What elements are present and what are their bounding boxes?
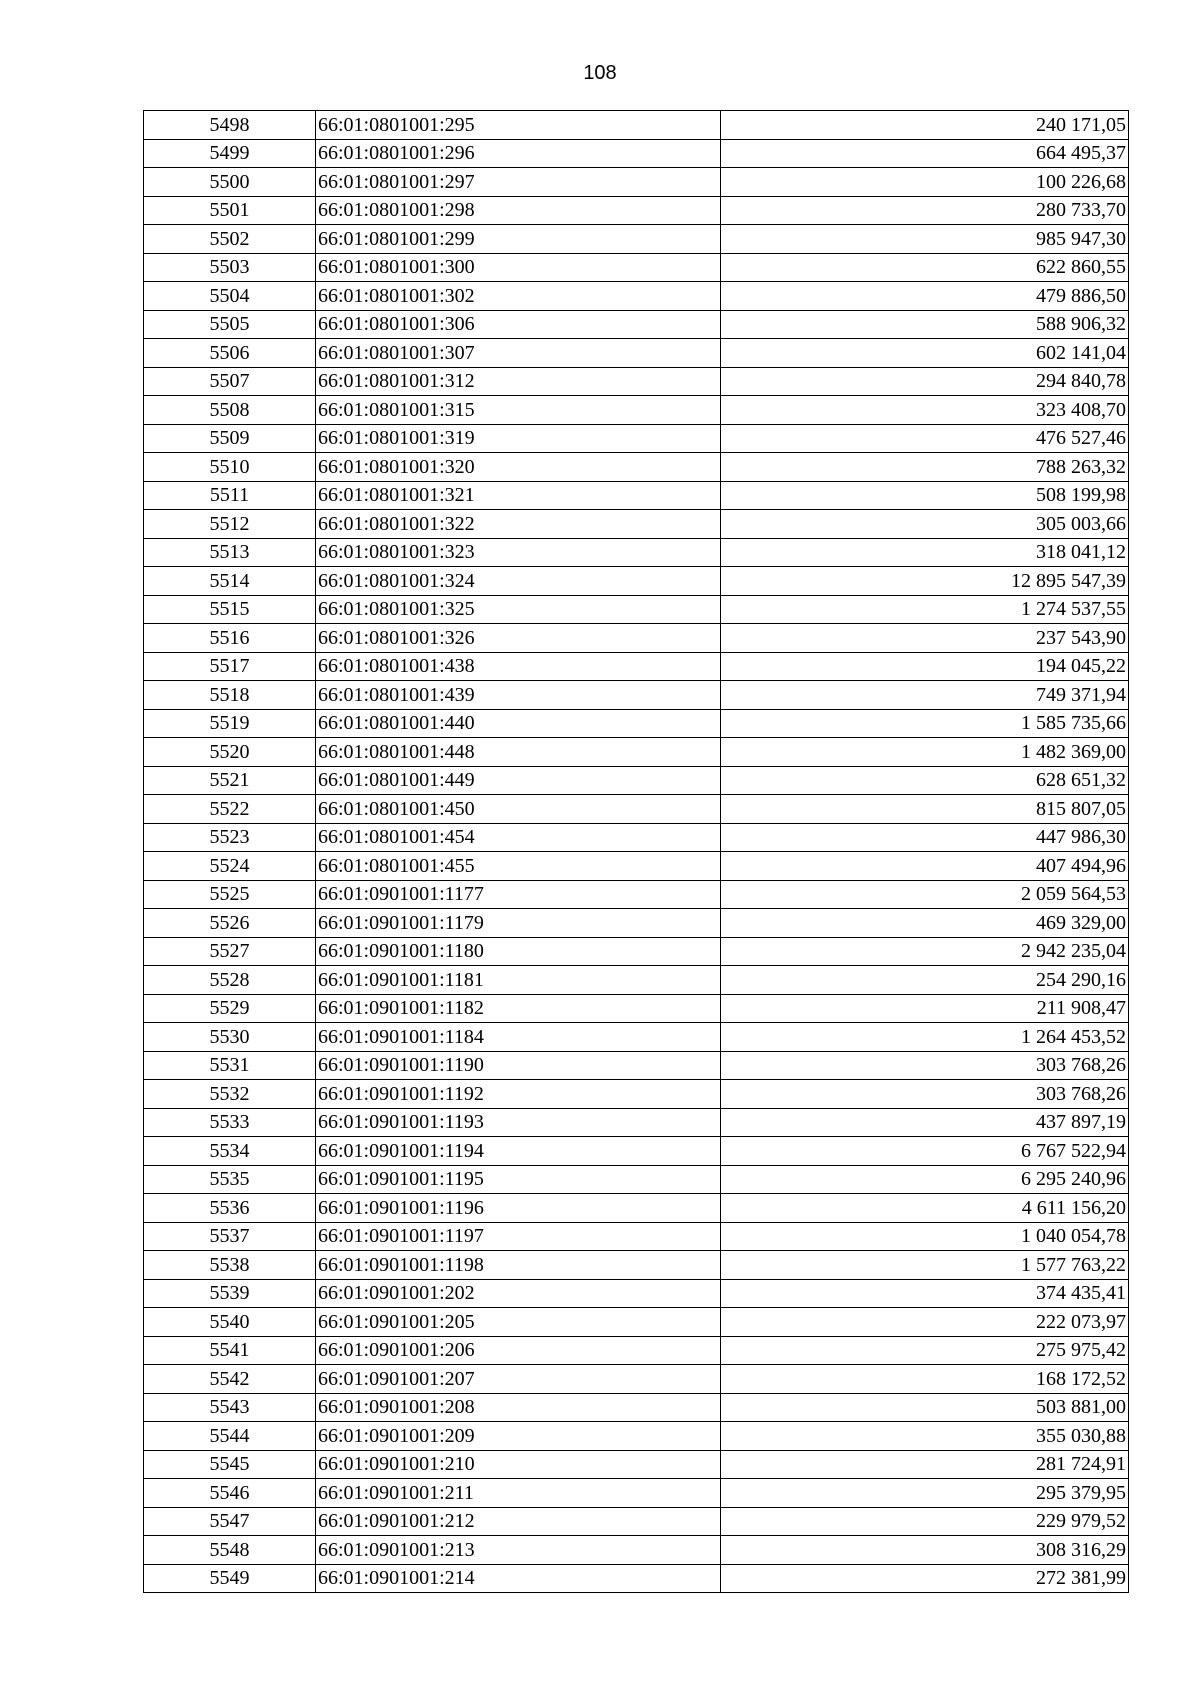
row-number-cell: 5533 bbox=[144, 1108, 316, 1137]
cadastral-number-cell: 66:01:0901001:202 bbox=[316, 1279, 721, 1308]
row-number-cell: 5502 bbox=[144, 225, 316, 254]
table-row bbox=[144, 1336, 1129, 1365]
table-row bbox=[144, 1422, 1129, 1451]
row-number-cell: 5498 bbox=[144, 111, 316, 140]
row-number-cell: 5503 bbox=[144, 253, 316, 282]
value-cell: 308 316,29 bbox=[721, 1536, 1129, 1565]
cadastral-number-cell: 66:01:0801001:312 bbox=[316, 367, 721, 396]
table-row bbox=[144, 282, 1129, 311]
cadastral-number-cell: 66:01:0901001:210 bbox=[316, 1450, 721, 1479]
table-row bbox=[144, 1137, 1129, 1166]
table-row bbox=[144, 880, 1129, 909]
table-row bbox=[144, 310, 1129, 339]
row-number-cell: 5541 bbox=[144, 1336, 316, 1365]
table-row bbox=[144, 1393, 1129, 1422]
table-row bbox=[144, 1222, 1129, 1251]
row-number-cell: 5520 bbox=[144, 738, 316, 767]
row-number-cell: 5514 bbox=[144, 567, 316, 596]
cadastral-number-cell: 66:01:0801001:315 bbox=[316, 396, 721, 425]
table-row bbox=[144, 1194, 1129, 1223]
cadastral-number-cell: 66:01:0801001:439 bbox=[316, 681, 721, 710]
cadastral-number-cell: 66:01:0801001:455 bbox=[316, 852, 721, 881]
cadastral-number-cell: 66:01:0901001:1194 bbox=[316, 1137, 721, 1166]
cadastral-number-cell: 66:01:0901001:1180 bbox=[316, 937, 721, 966]
cadastral-number-cell: 66:01:0901001:1181 bbox=[316, 966, 721, 995]
row-number-cell: 5545 bbox=[144, 1450, 316, 1479]
value-cell: 281 724,91 bbox=[721, 1450, 1129, 1479]
row-number-cell: 5521 bbox=[144, 766, 316, 795]
value-cell: 602 141,04 bbox=[721, 339, 1129, 368]
row-number-cell: 5536 bbox=[144, 1194, 316, 1223]
row-number-cell: 5537 bbox=[144, 1222, 316, 1251]
row-number-cell: 5507 bbox=[144, 367, 316, 396]
cadastral-number-cell: 66:01:0801001:454 bbox=[316, 823, 721, 852]
row-number-cell: 5517 bbox=[144, 652, 316, 681]
table-row bbox=[144, 1479, 1129, 1508]
cadastral-number-cell: 66:01:0801001:300 bbox=[316, 253, 721, 282]
row-number-cell: 5540 bbox=[144, 1308, 316, 1337]
row-number-cell: 5511 bbox=[144, 481, 316, 510]
cadastral-number-cell: 66:01:0901001:214 bbox=[316, 1564, 721, 1593]
value-cell: 407 494,96 bbox=[721, 852, 1129, 881]
value-cell: 295 379,95 bbox=[721, 1479, 1129, 1508]
row-number-cell: 5529 bbox=[144, 994, 316, 1023]
table-row bbox=[144, 111, 1129, 140]
table-row bbox=[144, 1023, 1129, 1052]
row-number-cell: 5499 bbox=[144, 139, 316, 168]
value-cell: 4 611 156,20 bbox=[721, 1194, 1129, 1223]
row-number-cell: 5505 bbox=[144, 310, 316, 339]
value-cell: 318 041,12 bbox=[721, 538, 1129, 567]
value-cell: 194 045,22 bbox=[721, 652, 1129, 681]
row-number-cell: 5530 bbox=[144, 1023, 316, 1052]
value-cell: 275 975,42 bbox=[721, 1336, 1129, 1365]
table-row bbox=[144, 481, 1129, 510]
value-cell: 437 897,19 bbox=[721, 1108, 1129, 1137]
cadastral-number-cell: 66:01:0901001:1197 bbox=[316, 1222, 721, 1251]
value-cell: 788 263,32 bbox=[721, 453, 1129, 482]
row-number-cell: 5539 bbox=[144, 1279, 316, 1308]
row-number-cell: 5500 bbox=[144, 168, 316, 197]
row-number-cell: 5527 bbox=[144, 937, 316, 966]
row-number-cell: 5506 bbox=[144, 339, 316, 368]
row-number-cell: 5523 bbox=[144, 823, 316, 852]
row-number-cell: 5538 bbox=[144, 1251, 316, 1280]
table-body bbox=[144, 111, 1129, 1593]
value-cell: 222 073,97 bbox=[721, 1308, 1129, 1337]
value-cell: 479 886,50 bbox=[721, 282, 1129, 311]
cadastral-number-cell: 66:01:0901001:208 bbox=[316, 1393, 721, 1422]
table-row bbox=[144, 994, 1129, 1023]
table-row bbox=[144, 909, 1129, 938]
table-row bbox=[144, 738, 1129, 767]
row-number-cell: 5544 bbox=[144, 1422, 316, 1451]
cadastral-number-cell: 66:01:0801001:321 bbox=[316, 481, 721, 510]
cadastral-number-cell: 66:01:0801001:448 bbox=[316, 738, 721, 767]
row-number-cell: 5504 bbox=[144, 282, 316, 311]
value-cell: 2 059 564,53 bbox=[721, 880, 1129, 909]
value-cell: 272 381,99 bbox=[721, 1564, 1129, 1593]
row-number-cell: 5548 bbox=[144, 1536, 316, 1565]
row-number-cell: 5535 bbox=[144, 1165, 316, 1194]
table-row bbox=[144, 139, 1129, 168]
table-row bbox=[144, 1251, 1129, 1280]
table-row bbox=[144, 1279, 1129, 1308]
row-number-cell: 5524 bbox=[144, 852, 316, 881]
table-row bbox=[144, 1450, 1129, 1479]
value-cell: 323 408,70 bbox=[721, 396, 1129, 425]
cadastral-number-cell: 66:01:0901001:1198 bbox=[316, 1251, 721, 1280]
row-number-cell: 5522 bbox=[144, 795, 316, 824]
table-row bbox=[144, 852, 1129, 881]
cadastral-number-cell: 66:01:0801001:307 bbox=[316, 339, 721, 368]
row-number-cell: 5518 bbox=[144, 681, 316, 710]
cadastral-number-cell: 66:01:0901001:1190 bbox=[316, 1051, 721, 1080]
cadastral-number-cell: 66:01:0801001:449 bbox=[316, 766, 721, 795]
table-row bbox=[144, 1507, 1129, 1536]
value-cell: 1 264 453,52 bbox=[721, 1023, 1129, 1052]
table-row bbox=[144, 681, 1129, 710]
value-cell: 476 527,46 bbox=[721, 424, 1129, 453]
cadastral-number-cell: 66:01:0801001:440 bbox=[316, 709, 721, 738]
cadastral-number-cell: 66:01:0801001:302 bbox=[316, 282, 721, 311]
page-number: 108 bbox=[583, 62, 617, 84]
value-cell: 240 171,05 bbox=[721, 111, 1129, 140]
value-cell: 622 860,55 bbox=[721, 253, 1129, 282]
row-number-cell: 5525 bbox=[144, 880, 316, 909]
table-row bbox=[144, 1308, 1129, 1337]
row-number-cell: 5546 bbox=[144, 1479, 316, 1508]
row-number-cell: 5516 bbox=[144, 624, 316, 653]
value-cell: 1 274 537,55 bbox=[721, 595, 1129, 624]
value-cell: 303 768,26 bbox=[721, 1051, 1129, 1080]
row-number-cell: 5508 bbox=[144, 396, 316, 425]
row-number-cell: 5542 bbox=[144, 1365, 316, 1394]
table-row bbox=[144, 1536, 1129, 1565]
table-row bbox=[144, 396, 1129, 425]
row-number-cell: 5547 bbox=[144, 1507, 316, 1536]
row-number-cell: 5519 bbox=[144, 709, 316, 738]
value-cell: 503 881,00 bbox=[721, 1393, 1129, 1422]
table-row bbox=[144, 168, 1129, 197]
cadastral-number-cell: 66:01:0901001:207 bbox=[316, 1365, 721, 1394]
value-cell: 294 840,78 bbox=[721, 367, 1129, 396]
cadastral-number-cell: 66:01:0801001:296 bbox=[316, 139, 721, 168]
table-row bbox=[144, 253, 1129, 282]
row-number-cell: 5531 bbox=[144, 1051, 316, 1080]
table-row bbox=[144, 339, 1129, 368]
cadastral-number-cell: 66:01:0901001:1184 bbox=[316, 1023, 721, 1052]
table-row bbox=[144, 367, 1129, 396]
table-row bbox=[144, 595, 1129, 624]
row-number-cell: 5513 bbox=[144, 538, 316, 567]
row-number-cell: 5543 bbox=[144, 1393, 316, 1422]
row-number-cell: 5526 bbox=[144, 909, 316, 938]
value-cell: 374 435,41 bbox=[721, 1279, 1129, 1308]
table-row bbox=[144, 937, 1129, 966]
cadastral-number-cell: 66:01:0901001:1196 bbox=[316, 1194, 721, 1223]
value-cell: 280 733,70 bbox=[721, 196, 1129, 225]
cadastral-number-cell: 66:01:0801001:324 bbox=[316, 567, 721, 596]
table-row bbox=[144, 795, 1129, 824]
cadastral-number-cell: 66:01:0801001:299 bbox=[316, 225, 721, 254]
table-row bbox=[144, 1080, 1129, 1109]
table-row bbox=[144, 966, 1129, 995]
cadastral-number-cell: 66:01:0901001:1193 bbox=[316, 1108, 721, 1137]
table-row bbox=[144, 225, 1129, 254]
row-number-cell: 5528 bbox=[144, 966, 316, 995]
cadastral-number-cell: 66:01:0801001:297 bbox=[316, 168, 721, 197]
cadastral-number-cell: 66:01:0901001:206 bbox=[316, 1336, 721, 1365]
value-cell: 168 172,52 bbox=[721, 1365, 1129, 1394]
table-row bbox=[144, 652, 1129, 681]
row-number-cell: 5509 bbox=[144, 424, 316, 453]
table-row bbox=[144, 1051, 1129, 1080]
value-cell: 815 807,05 bbox=[721, 795, 1129, 824]
table-row bbox=[144, 1564, 1129, 1593]
value-cell: 985 947,30 bbox=[721, 225, 1129, 254]
cadastral-number-cell: 66:01:0901001:213 bbox=[316, 1536, 721, 1565]
value-cell: 1 585 735,66 bbox=[721, 709, 1129, 738]
cadastral-number-cell: 66:01:0801001:326 bbox=[316, 624, 721, 653]
table-row bbox=[144, 196, 1129, 225]
value-cell: 588 906,32 bbox=[721, 310, 1129, 339]
value-cell: 100 226,68 bbox=[721, 168, 1129, 197]
row-number-cell: 5512 bbox=[144, 510, 316, 539]
value-cell: 6 767 522,94 bbox=[721, 1137, 1129, 1166]
cadastral-number-cell: 66:01:0901001:211 bbox=[316, 1479, 721, 1508]
table-row bbox=[144, 766, 1129, 795]
value-cell: 2 942 235,04 bbox=[721, 937, 1129, 966]
cadastral-number-cell: 66:01:0801001:450 bbox=[316, 795, 721, 824]
table-row bbox=[144, 424, 1129, 453]
table-row bbox=[144, 567, 1129, 596]
value-cell: 12 895 547,39 bbox=[721, 567, 1129, 596]
cadastral-number-cell: 66:01:0901001:1179 bbox=[316, 909, 721, 938]
value-cell: 508 199,98 bbox=[721, 481, 1129, 510]
cadastral-number-cell: 66:01:0801001:323 bbox=[316, 538, 721, 567]
value-cell: 305 003,66 bbox=[721, 510, 1129, 539]
value-cell: 1 482 369,00 bbox=[721, 738, 1129, 767]
value-cell: 303 768,26 bbox=[721, 1080, 1129, 1109]
value-cell: 749 371,94 bbox=[721, 681, 1129, 710]
value-cell: 211 908,47 bbox=[721, 994, 1129, 1023]
cadastral-number-cell: 66:01:0901001:209 bbox=[316, 1422, 721, 1451]
cadastral-number-cell: 66:01:0801001:306 bbox=[316, 310, 721, 339]
value-cell: 355 030,88 bbox=[721, 1422, 1129, 1451]
cadastral-number-cell: 66:01:0801001:438 bbox=[316, 652, 721, 681]
table-row bbox=[144, 823, 1129, 852]
row-number-cell: 5501 bbox=[144, 196, 316, 225]
cadastral-number-cell: 66:01:0901001:212 bbox=[316, 1507, 721, 1536]
table-row bbox=[144, 1365, 1129, 1394]
cadastral-number-cell: 66:01:0901001:1182 bbox=[316, 994, 721, 1023]
value-cell: 1 577 763,22 bbox=[721, 1251, 1129, 1280]
cadastral-number-cell: 66:01:0901001:1192 bbox=[316, 1080, 721, 1109]
cadastral-number-cell: 66:01:0801001:295 bbox=[316, 111, 721, 140]
table-row bbox=[144, 538, 1129, 567]
cadastral-number-cell: 66:01:0901001:1195 bbox=[316, 1165, 721, 1194]
table-row bbox=[144, 453, 1129, 482]
cadastral-number-cell: 66:01:0801001:298 bbox=[316, 196, 721, 225]
value-cell: 628 651,32 bbox=[721, 766, 1129, 795]
table-row bbox=[144, 510, 1129, 539]
table-row bbox=[144, 624, 1129, 653]
value-cell: 447 986,30 bbox=[721, 823, 1129, 852]
row-number-cell: 5515 bbox=[144, 595, 316, 624]
cadastral-number-cell: 66:01:0801001:320 bbox=[316, 453, 721, 482]
value-cell: 664 495,37 bbox=[721, 139, 1129, 168]
cadastral-number-cell: 66:01:0801001:325 bbox=[316, 595, 721, 624]
table-row bbox=[144, 709, 1129, 738]
value-cell: 1 040 054,78 bbox=[721, 1222, 1129, 1251]
row-number-cell: 5510 bbox=[144, 453, 316, 482]
row-number-cell: 5534 bbox=[144, 1137, 316, 1166]
value-cell: 229 979,52 bbox=[721, 1507, 1129, 1536]
table-row bbox=[144, 1165, 1129, 1194]
cadastral-number-cell: 66:01:0901001:205 bbox=[316, 1308, 721, 1337]
row-number-cell: 5532 bbox=[144, 1080, 316, 1109]
value-cell: 237 543,90 bbox=[721, 624, 1129, 653]
value-cell: 6 295 240,96 bbox=[721, 1165, 1129, 1194]
value-cell: 254 290,16 bbox=[721, 966, 1129, 995]
row-number-cell: 5549 bbox=[144, 1564, 316, 1593]
cadastral-number-cell: 66:01:0901001:1177 bbox=[316, 880, 721, 909]
value-cell: 469 329,00 bbox=[721, 909, 1129, 938]
registry-table bbox=[143, 110, 1129, 1593]
table-row bbox=[144, 1108, 1129, 1137]
cadastral-number-cell: 66:01:0801001:322 bbox=[316, 510, 721, 539]
cadastral-number-cell: 66:01:0801001:319 bbox=[316, 424, 721, 453]
